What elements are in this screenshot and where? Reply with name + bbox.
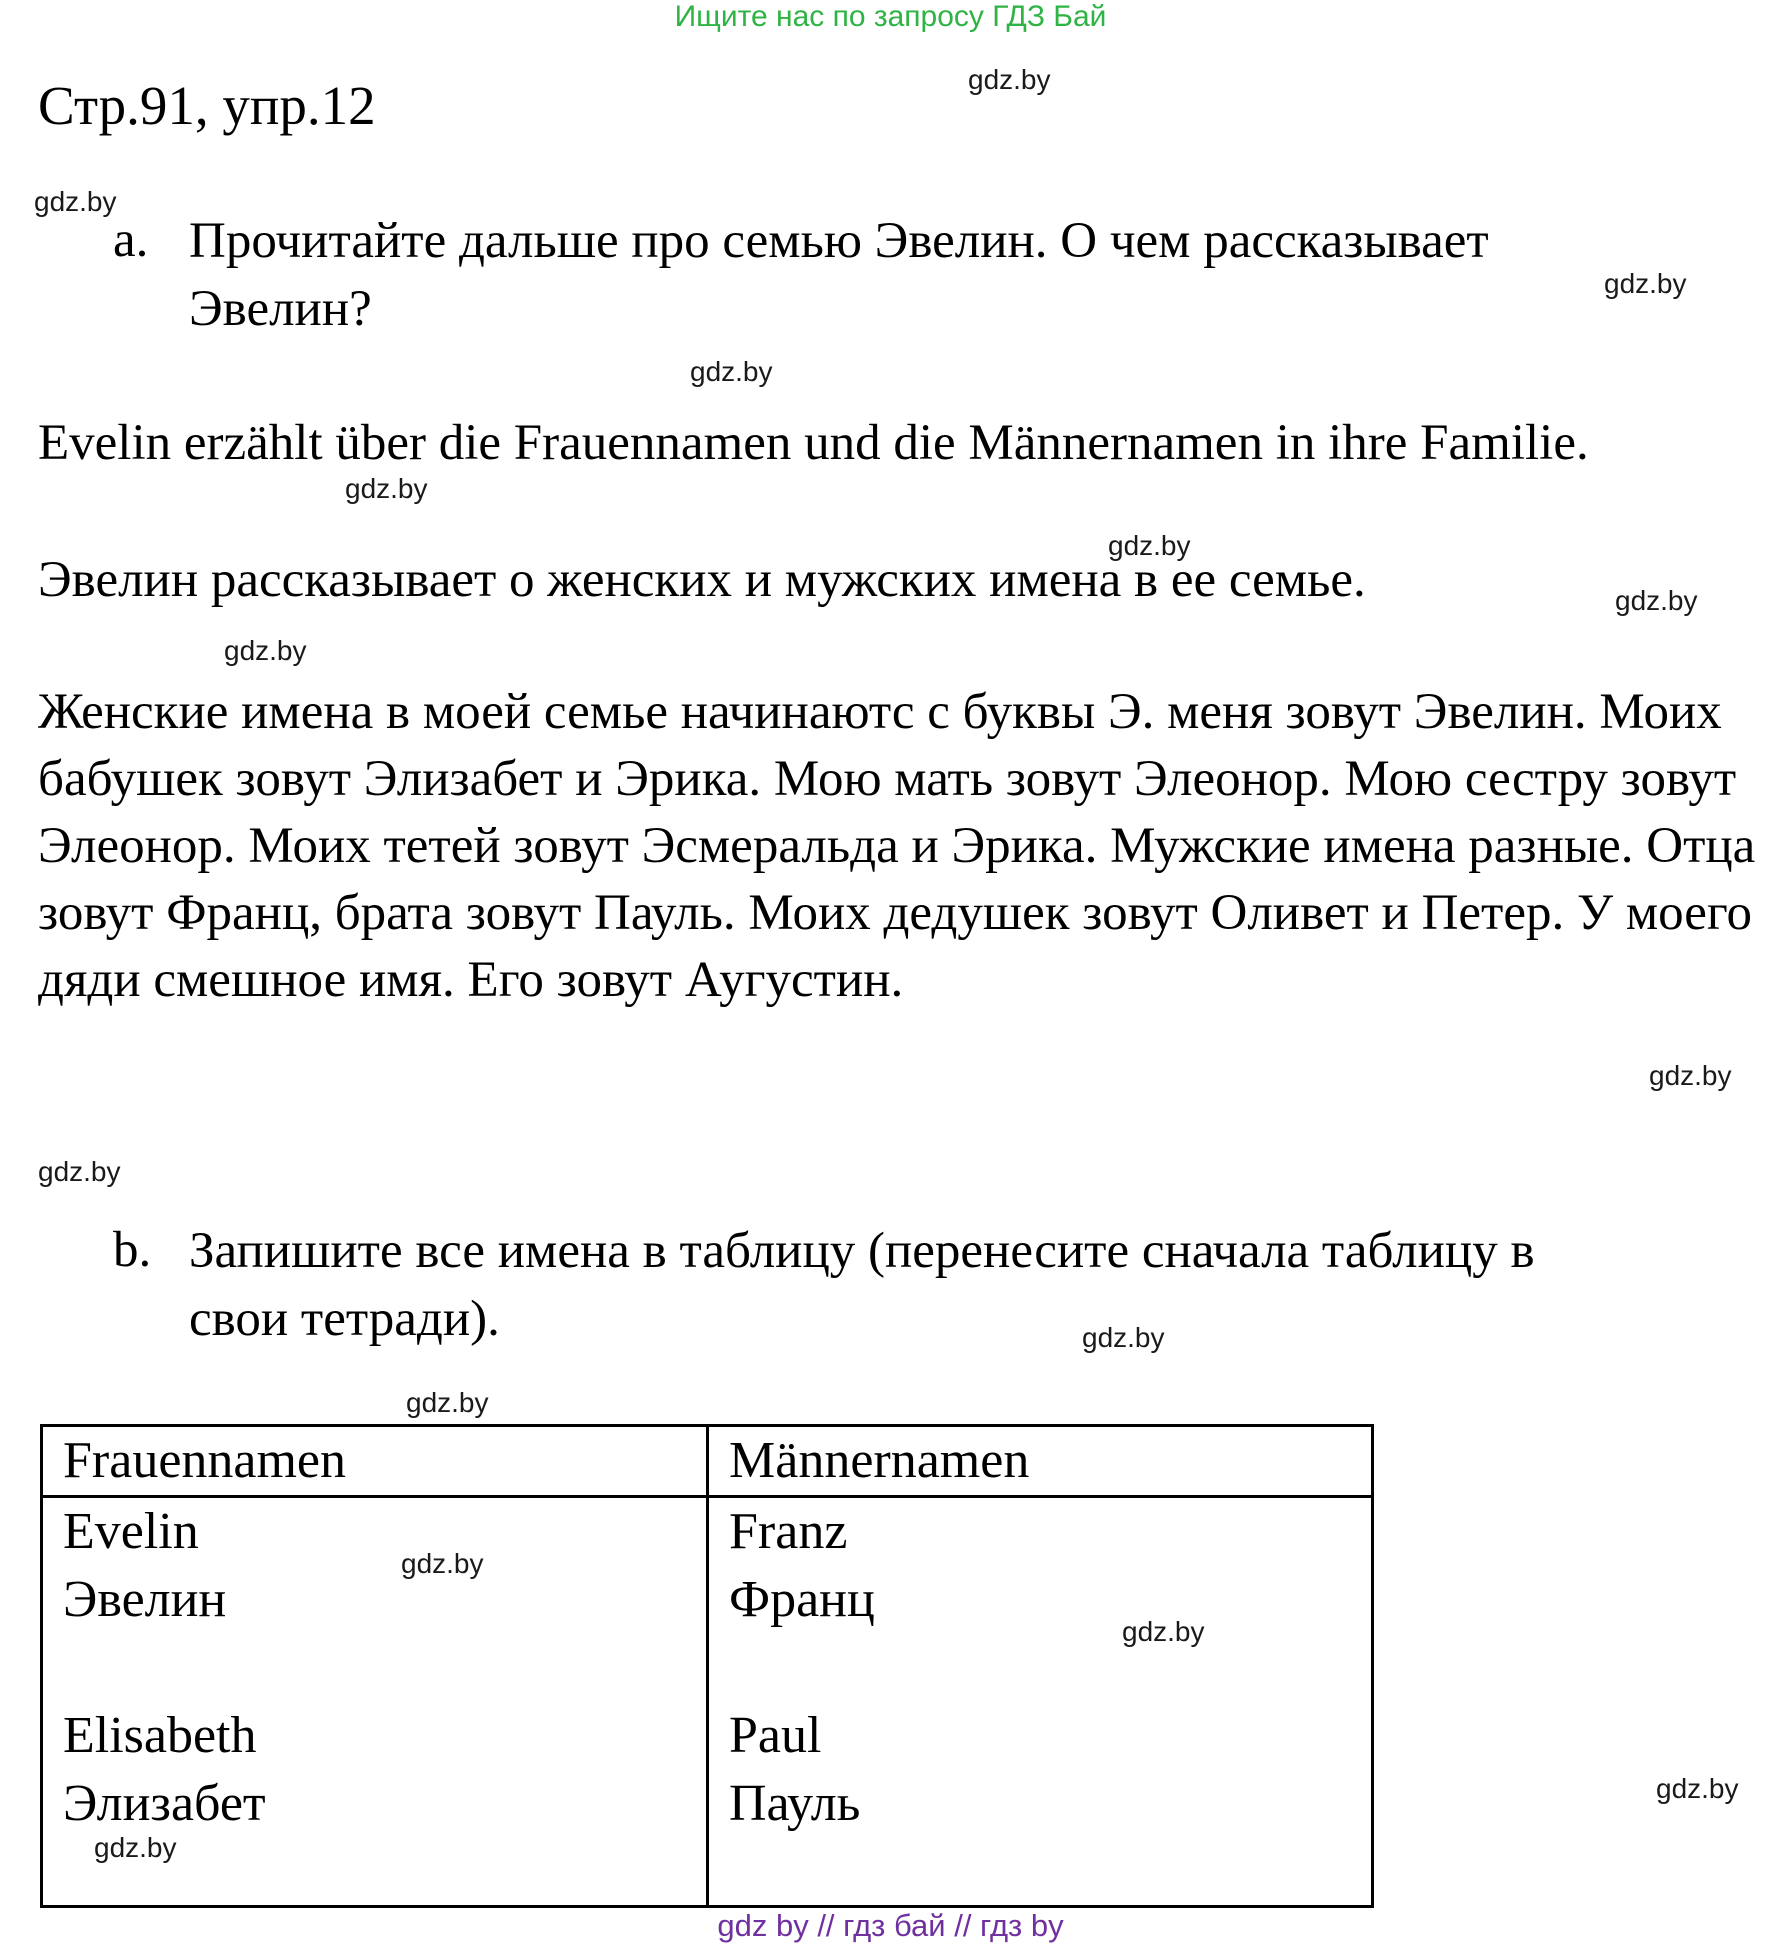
watermark: gdz.by — [94, 1832, 177, 1863]
task-b-line2: свои тетради). — [189, 1291, 500, 1347]
watermark: gdz.by — [1122, 1616, 1205, 1647]
name-de: Franz — [729, 1503, 848, 1560]
name-group-elisabeth — [63, 1702, 706, 1838]
watermark: gdz.by — [1615, 585, 1698, 616]
watermark: gdz.by — [1656, 1773, 1739, 1804]
watermark: gdz.by — [1604, 268, 1687, 299]
task-b-line1: Запишите все имена в таблицу (перенесите сначала таблицу в — [189, 1223, 1535, 1279]
watermark: gdz.by — [690, 356, 773, 387]
header-frauennamen: Frauennamen — [42, 1426, 708, 1497]
name-group-evelin — [63, 1498, 706, 1634]
footer-watermark: gdz by // гдз бай // гдз by — [717, 1908, 1064, 1943]
watermark: gdz.by — [345, 473, 428, 504]
name-group-paul — [729, 1702, 1371, 1838]
name-de: Evelin — [63, 1503, 199, 1560]
name-ru: Франц — [729, 1571, 875, 1628]
task-a-line1: Прочитайте дальше про семью Эвелин. О чем рассказывает — [189, 213, 1489, 269]
watermark: gdz.by — [224, 635, 307, 666]
watermark: gdz.by — [38, 1156, 121, 1187]
watermark: gdz.by — [1108, 530, 1191, 561]
name-ru: Пауль — [729, 1775, 861, 1832]
watermark: gdz.by — [1082, 1322, 1165, 1353]
task-a-marker: a. — [113, 212, 149, 268]
answer-a-german: Evelin erzählt über die Frauennamen und die Männernamen in ihre Familie. — [38, 415, 1589, 471]
task-b-marker: b. — [113, 1222, 152, 1278]
table-header-row — [42, 1426, 1373, 1497]
translation-paragraph: Женские имена в моей семье начинаютс с буквы Э. меня зовут Эвелин. Моих бабушек зовут Элизабет и Эрика. Мою мать зовут Элеонор. Мою сестру зовут Элеонор. Моих тетей зовут Эсмеральда и Эрика. Мужские имена разные. Отца зовут Франц, брата зовут Пауль. Моих дедушек зовут Оливет и Петер. У моего дяди смешное имя. Его зовут Аугустин. — [38, 684, 1756, 1008]
answer-a-russian: Эвелин рассказывает о женских и мужских имена в ее семье. — [38, 552, 1366, 608]
name-de: Paul — [729, 1707, 822, 1764]
watermark: gdz.by — [1649, 1060, 1732, 1091]
task-a-line2: Эвелин? — [189, 281, 372, 337]
men-names-cell — [708, 1497, 1373, 1907]
watermark: gdz.by — [34, 186, 117, 217]
watermark: gdz.by — [401, 1548, 484, 1579]
top-banner: Ищите нас по запросу ГДЗ Бай — [674, 0, 1107, 33]
watermark: gdz.by — [406, 1387, 489, 1418]
header-maennernamen: Männernamen — [708, 1426, 1373, 1497]
table-row — [42, 1497, 1373, 1907]
name-group-franz — [729, 1498, 1371, 1634]
name-ru: Эвелин — [63, 1571, 227, 1628]
page-title: Стр.91, упр.12 — [38, 75, 376, 136]
name-de: Elisabeth — [63, 1707, 257, 1764]
names-table — [40, 1424, 1374, 1908]
name-ru: Элизабет — [63, 1775, 266, 1832]
watermark: gdz.by — [968, 64, 1051, 95]
